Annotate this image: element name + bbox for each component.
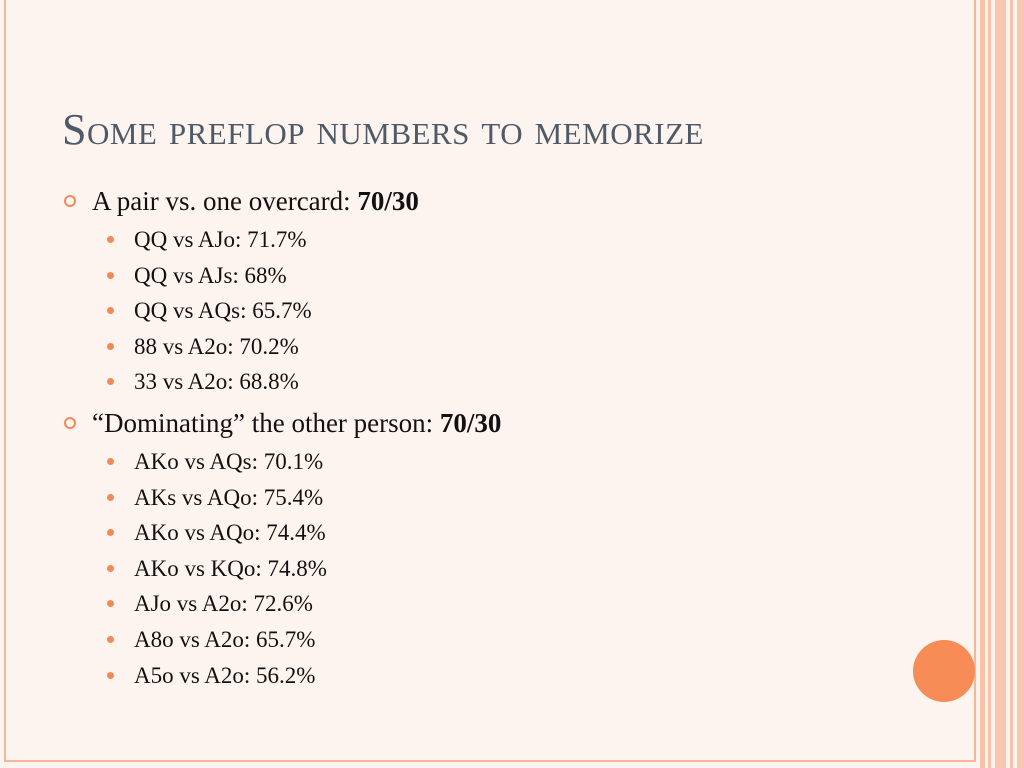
list-item-text: 33 vs A2o: 68.8% — [134, 369, 299, 395]
dot-bullet-icon — [107, 565, 114, 572]
heading-text: A pair vs. one overcard: — [92, 186, 358, 216]
list-item-text: AKs vs AQo: 75.4% — [134, 484, 324, 510]
dot-bullet-icon — [107, 458, 114, 465]
dot-bullet-icon — [107, 672, 114, 679]
bullet-heading-pair-vs-overcard — [62, 182, 902, 220]
sub-bullet-list — [62, 222, 902, 400]
dot-bullet-icon — [107, 378, 114, 385]
slide-content — [62, 182, 902, 697]
list-item — [62, 658, 902, 694]
list-item — [62, 622, 902, 658]
decorative-circle — [913, 640, 975, 702]
list-item-text: AKo vs AQo: 74.4% — [134, 520, 326, 546]
list-item-text: AKo vs AQs: 70.1% — [134, 448, 324, 474]
list-item — [62, 515, 902, 551]
dot-bullet-icon — [107, 636, 114, 643]
dot-bullet-icon — [107, 600, 114, 607]
dot-bullet-icon — [107, 272, 114, 279]
list-item — [62, 586, 902, 622]
dot-bullet-icon — [107, 529, 114, 536]
decorative-band — [995, 0, 1006, 768]
list-item — [62, 551, 902, 587]
list-item-text: QQ vs AQs: 65.7% — [134, 298, 312, 324]
bullet-heading-dominating — [62, 404, 902, 442]
circle-bullet-icon — [64, 417, 76, 429]
heading-value: 70/30 — [357, 186, 419, 216]
decorative-band — [988, 0, 991, 768]
list-item — [62, 293, 902, 329]
slide-title: Some preflop numbers to memorize — [62, 105, 704, 154]
list-item — [62, 364, 902, 400]
list-item — [62, 480, 902, 516]
list-item-text: A8o vs A2o: 65.7% — [134, 626, 316, 652]
heading-value: 70/30 — [439, 407, 502, 438]
list-item-text: 88 vs A2o: 70.2% — [134, 333, 299, 359]
list-item-text: QQ vs AJs: 68% — [134, 262, 287, 288]
list-item-text: AJo vs A2o: 72.6% — [134, 591, 313, 617]
decorative-band — [1017, 0, 1024, 768]
list-item — [62, 329, 902, 365]
circle-bullet-icon — [64, 195, 76, 207]
dot-bullet-icon — [107, 236, 114, 243]
sub-bullet-list — [62, 444, 902, 693]
list-item-text: A5o vs A2o: 56.2% — [134, 662, 316, 688]
heading-text: “Dominating” the other person: — [92, 407, 440, 438]
dot-bullet-icon — [107, 343, 114, 350]
dot-bullet-icon — [107, 307, 114, 314]
dot-bullet-icon — [107, 494, 114, 501]
decorative-band — [1010, 0, 1013, 768]
list-item-text: AKo vs KQo: 74.8% — [134, 555, 327, 581]
list-item — [62, 444, 902, 480]
list-item-text: QQ vs AJo: 71.7% — [134, 227, 307, 252]
list-item — [62, 258, 902, 294]
list-item — [62, 222, 902, 258]
decorative-band — [980, 0, 985, 768]
